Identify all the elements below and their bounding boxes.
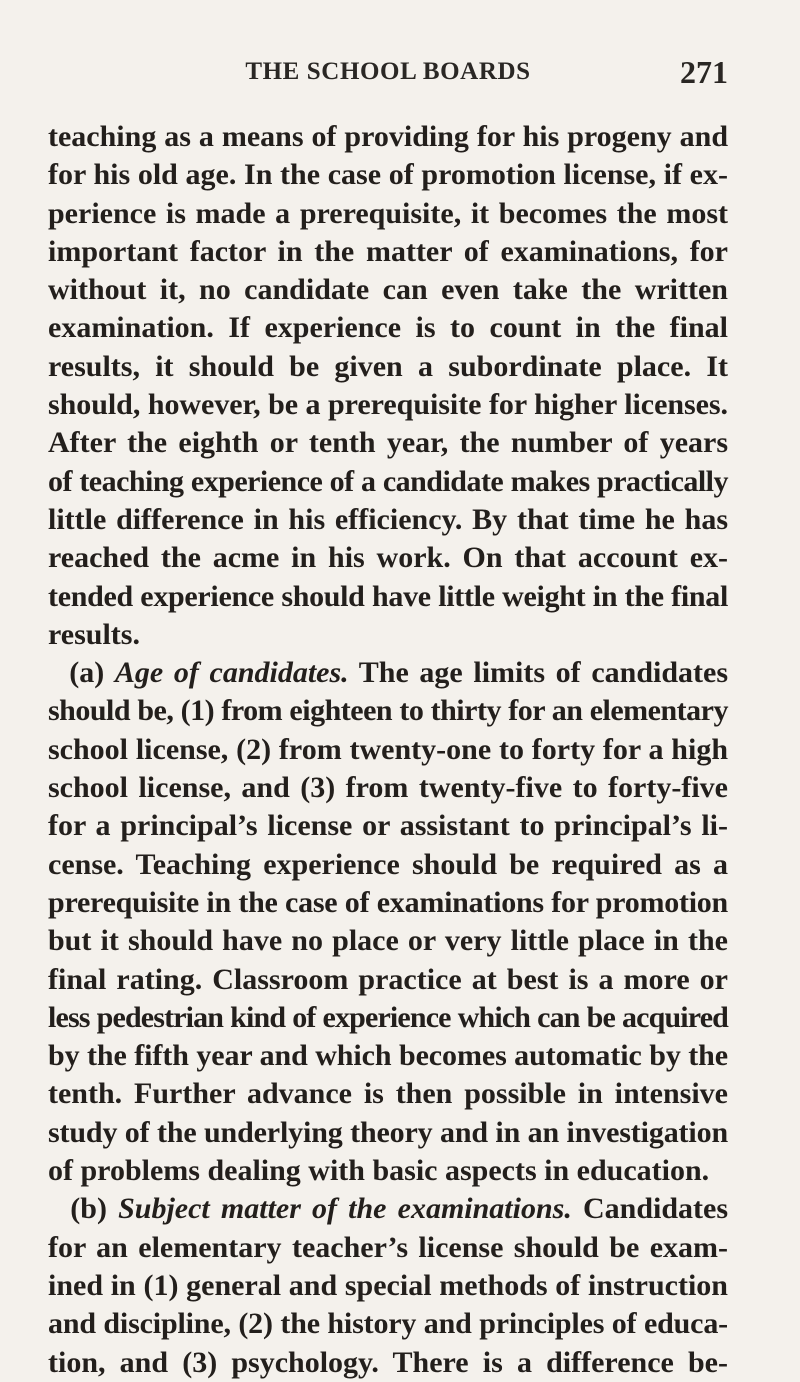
text-line: After the eighth or tenth year, the number of years — [48, 426, 728, 460]
page-number: 271 — [680, 54, 728, 90]
text-line: by the fifth year and which becomes automatic by the — [48, 1039, 728, 1073]
text-line: without it, no candidate can even take the written — [48, 273, 728, 307]
text-line: cense. Teaching experience should be required as a — [48, 847, 728, 881]
paragraph-b-label: (b) — [70, 1192, 107, 1226]
paragraph-a-label: (a) — [69, 656, 105, 690]
text-line: reached the acme in his work. On that account ex- — [48, 541, 728, 575]
text-line: and discipline, (2) the history and principles of educa- — [48, 1307, 728, 1341]
paragraph-a-heading: Age of candidates. — [114, 656, 349, 690]
text-line: final rating. Classroom practice at best is a more or — [48, 962, 728, 996]
text-line: should be, (1) from eighteen to thirty for an elementary — [48, 694, 728, 728]
text-line: for his old age. In the case of promotion license, if ex- — [48, 158, 728, 192]
text-line: school license, (2) from twenty-one to forty for a high — [48, 732, 728, 766]
text-line: little difference in his efficiency. By that time he has — [48, 502, 728, 536]
text-line: less pedestrian kind of experience which can be acquired — [48, 1000, 728, 1034]
body-text — [48, 118, 728, 1382]
text-line: examination. If experience is to count in the final — [48, 311, 728, 345]
running-header — [48, 54, 728, 94]
text-line: should, however, be a prerequisite for higher licenses. — [48, 388, 728, 422]
text-line: for an elementary teacher’s license should be exam- — [48, 1230, 728, 1264]
text-line: tion, and (3) psychology. There is a difference be- — [48, 1345, 728, 1379]
text-line: tended experience should have little weight in the final — [48, 579, 728, 613]
text-line: perience is made a prerequisite, it becomes the most — [48, 196, 728, 230]
paragraph-b-first-line — [48, 1190, 728, 1228]
text-line: for a principal’s license or assistant to principal’s li- — [48, 809, 728, 843]
paragraph-b-first-text: Candidates — [582, 1192, 729, 1226]
text-line: of problems dealing with basic aspects in education. — [48, 1154, 710, 1188]
paragraph-a-first-line — [48, 654, 728, 692]
text-line: but it should have no place or very little place in the — [48, 924, 728, 958]
text-line: tenth. Further advance is then possible in intensive — [48, 1077, 728, 1111]
text-line: results. — [48, 617, 140, 651]
paragraph-b-heading: Subject matter of the examinations. — [118, 1192, 572, 1226]
text-line: important factor in the matter of examinations, for — [48, 234, 728, 268]
text-line: school license, and (3) from twenty-five to forty-five — [48, 771, 728, 805]
text-line: results, it should be given a subordinate place. It — [48, 349, 728, 383]
text-line: ined in (1) general and special methods of instruction — [48, 1268, 728, 1302]
paragraph-a-first-text: The age limits of candidates — [358, 656, 728, 690]
text-line: prerequisite in the case of examinations for promotion — [48, 885, 728, 919]
running-title: THE SCHOOL BOARDS — [245, 58, 531, 85]
text-line: study of the underlying theory and in an investigation — [48, 1115, 728, 1149]
text-line: of teaching experience of a candidate makes practically — [48, 464, 728, 498]
text-line: teaching as a means of providing for his progeny and — [48, 120, 728, 153]
